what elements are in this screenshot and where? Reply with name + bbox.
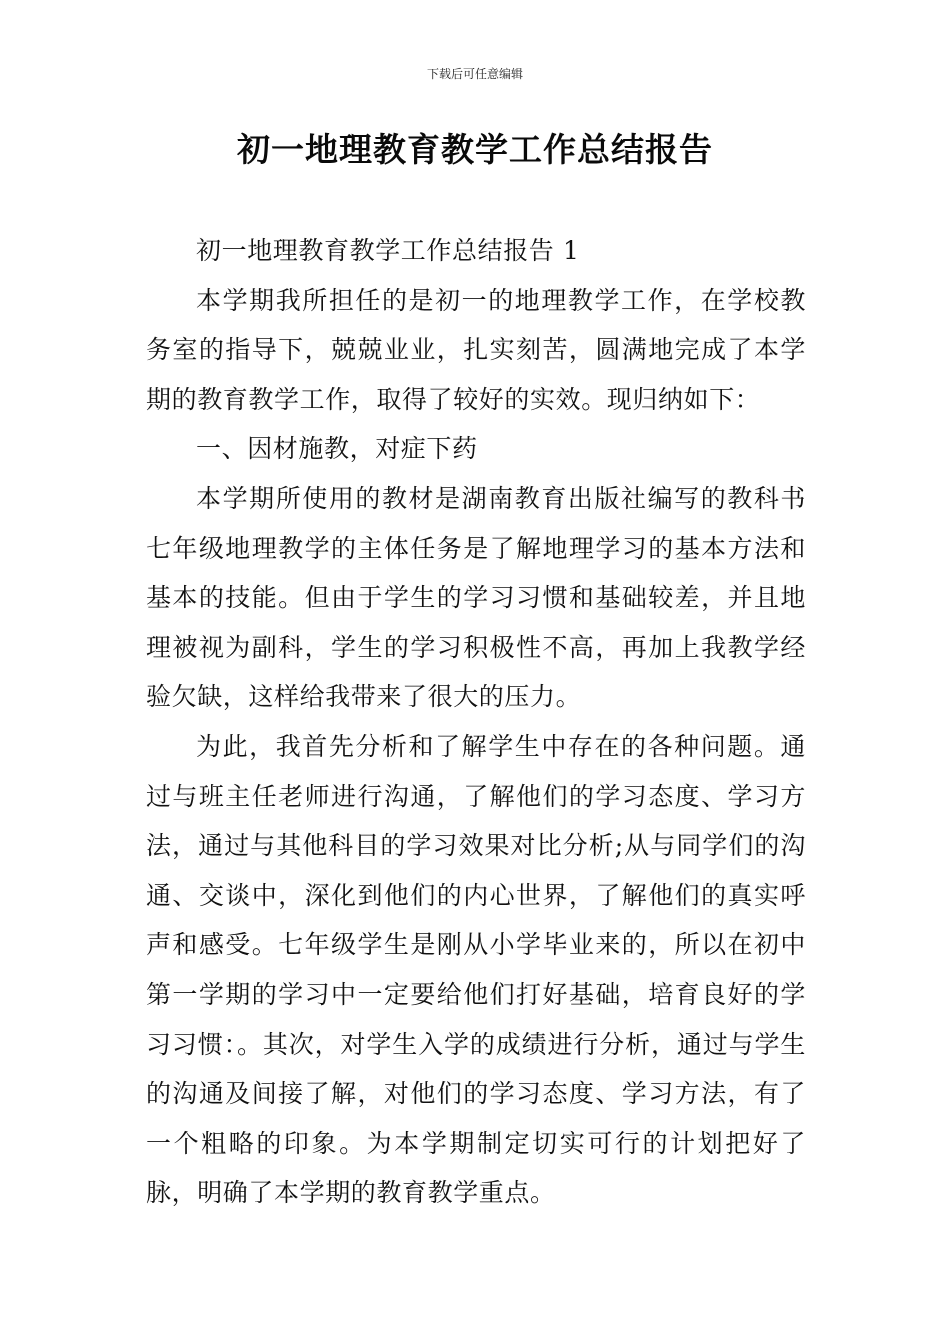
section-heading-report-1: 初一地理教育教学工作总结报告 1 bbox=[196, 236, 580, 265]
paragraph-intro: 本学期我所担任的是初一的地理教学工作，在学校教务室的指导下，兢兢业业，扎实刻苦，圆满地完成了本学期的教育教学工作，取得了较好的实效。现归纳如下： bbox=[146, 285, 806, 414]
section-heading-teaching: 一、因材施教，对症下药 bbox=[196, 434, 478, 464]
header-note: 下载后可任意编辑 bbox=[426, 67, 523, 81]
paragraph-textbook: 本学期所使用的教材是湖南教育出版社编写的教科书七年级地理教学的主体任务是了解地理学习的基本方法和基本的技能。但由于学生的学习习惯和基础较差，并且地理被视为副科，学生的学习积极性不高，再加上我教学经验欠缺，这样给我带来了很大的压力。 bbox=[146, 483, 806, 712]
document-title: 初一地理教育教学工作总结报告 bbox=[237, 130, 713, 169]
document-body bbox=[146, 226, 806, 1218]
paragraph-analysis: 为此，我首先分析和了解学生中存在的各种问题。通过与班主任老师进行沟通，了解他们的学习态度、学习方法，通过与其他科目的学习效果对比分析;从与同学们的沟通、交谈中，深化到他们的内心世界，了解他们的真实呼声和感受。七年级学生是刚从小学毕业来的，所以在初中第一学期的学习中一定要给他们打好基础，培育良好的学习习惯：。其次，对学生入学的成绩进行分析，通过与学生的沟通及间接了解，对他们的学习态度、学习方法，有了一个粗略的印象。为本学期制定切实可行的计划把好了脉，明确了本学期的教育教学重点。 bbox=[146, 731, 806, 1208]
